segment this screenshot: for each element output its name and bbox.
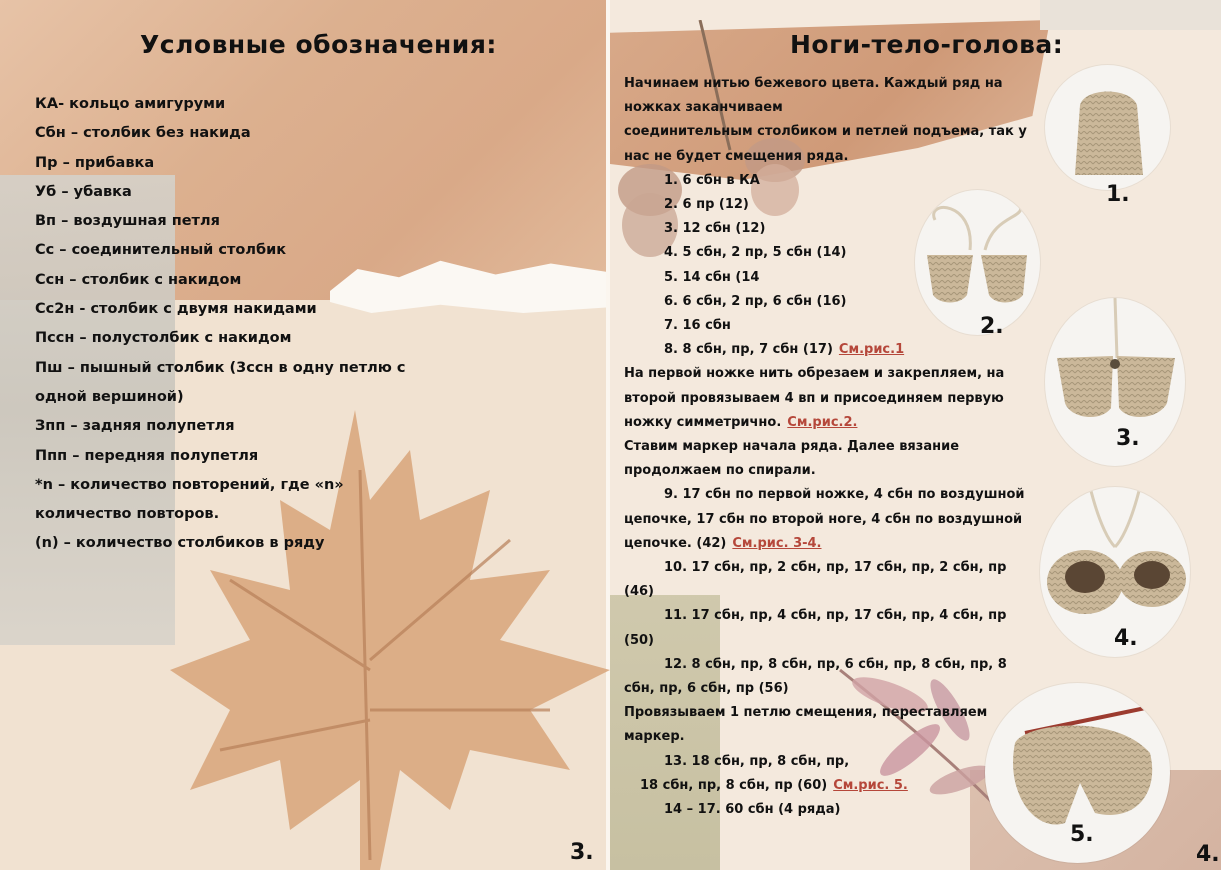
see-figure-3-4-link[interactable]: См.рис. 3-4. (732, 535, 822, 551)
row-instruction: 3. 12 сбн (12) (664, 221, 766, 237)
photo-label-4: 4. (1114, 626, 1138, 651)
row-instruction-cont: (46) (624, 584, 654, 600)
crochet-legs-image (915, 190, 1040, 335)
legend-item: количество повторов. (35, 506, 220, 523)
intro-line: соединительным столбиком и петлей подъема, так у (624, 124, 1027, 140)
row-instruction-cont: (50) (624, 632, 654, 648)
legend-item: Пссн – полустолбик с накидом (35, 330, 292, 347)
crochet-cup-image (1045, 65, 1170, 190)
see-figure-2-link[interactable]: См.рис.2. (787, 414, 858, 430)
legend-item: Сс – соединительный столбик (35, 242, 287, 259)
row-instruction: 6. 6 сбн, 2 пр, 6 сбн (16) (664, 293, 847, 309)
legend-item: Уб – убавка (35, 183, 132, 200)
photo-label-3: 3. (1116, 426, 1140, 451)
torn-paper-light (1040, 0, 1221, 30)
legend-item: Ппп – передняя полупетля (35, 447, 259, 464)
instructions-body (624, 72, 1036, 822)
row-instruction: 2. 6 пр (12) (664, 197, 749, 213)
paragraph-line: Провязываем 1 петлю смещения, переставляем (624, 705, 988, 721)
row-instruction: 4. 5 сбн, 2 пр, 5 сбн (14) (664, 245, 847, 261)
legend-list (35, 90, 455, 559)
legend-item: Сс2н - столбик с двумя накидами (35, 301, 317, 318)
row-instruction: 12. 8 сбн, пр, 8 сбн, пр, 6 сбн, пр, 8 сбн, пр, 8 (664, 656, 1007, 672)
legend-item: (n) – количество столбиков в ряду (35, 535, 325, 552)
legend-item: Сбн – столбик без накида (35, 125, 251, 142)
crochet-joined-legs-image (1045, 298, 1185, 466)
legend-item: *n – количество повторений, где «n» (35, 476, 344, 493)
row-instruction-cont: сбн, пр, 6 сбн, пр (56) (624, 681, 789, 697)
legend-item: Вп – воздушная петля (35, 213, 220, 230)
row-instruction-cont (624, 532, 1036, 556)
row-instruction: 11. 17 сбн, пр, 4 сбн, пр, 17 сбн, пр, 4 сбн, пр (664, 608, 1007, 624)
photo-figure-1 (1045, 65, 1170, 190)
intro-line: нас не будет смещения ряда. (624, 148, 849, 164)
paragraph-line: второй провязываем 4 вп и присоединяем первую (624, 390, 1004, 406)
legend-item: одной вершиной) (35, 388, 184, 405)
instructions-title: Ноги-тело-голова: (790, 30, 1064, 59)
row-instruction: 1. 6 сбн в КА (664, 172, 760, 188)
row-instruction: 7. 16 сбн (664, 318, 731, 334)
photo-figure-2 (915, 190, 1040, 335)
legend-item: Пр – прибавка (35, 154, 155, 171)
legend-item: Ссн – столбик с накидом (35, 271, 242, 288)
row-instruction: 10. 17 сбн, пр, 2 сбн, пр, 17 сбн, пр, 2 сбн, пр (664, 560, 1007, 576)
photo-label-5: 5. (1070, 822, 1094, 847)
row-instruction: 14 – 17. 60 сбн (4 ряда) (664, 802, 841, 818)
row-instruction: 5. 14 сбн (14 (664, 269, 760, 285)
legend-item: Зпп – задняя полупетля (35, 418, 235, 435)
paragraph-text: ножку симметрично. (624, 414, 782, 430)
paragraph-line: Ставим маркер начала ряда. Далее вязание (624, 439, 960, 455)
intro-line: ножках заканчиваем (624, 100, 783, 116)
paragraph-line: На первой ножке нить обрезаем и закрепляем, на (624, 366, 1005, 382)
photo-figure-3 (1045, 298, 1185, 466)
page-number-left: 3. (570, 840, 594, 865)
row-instruction: 13. 18 сбн, пр, 8 сбн, пр, (664, 753, 850, 769)
row-8-text: 8. 8 сбн, пр, 7 сбн (17) (664, 342, 833, 358)
legend-item: КА- кольцо амигуруми (35, 96, 226, 112)
legend-item: Пш – пышный столбик (3ссн в одну петлю с (35, 359, 406, 376)
row-instruction-cont: цепочке, 17 сбн по второй ноге, 4 сбн по воздушной (624, 511, 1023, 527)
row-instruction-cont (624, 774, 1036, 798)
row-instruction: 9. 17 сбн по первой ножке, 4 сбн по воздушной (664, 487, 1025, 503)
paragraph-line: продолжаем по спирали. (624, 463, 816, 479)
page-number-right: 4. (1196, 842, 1220, 867)
row-9-end: цепочке. (42) (624, 535, 727, 551)
photo-label-1: 1. (1106, 182, 1130, 207)
row-13-end: 18 сбн, пр, 8 сбн, пр (60) (640, 777, 828, 793)
paragraph-line (624, 411, 1036, 435)
legend-title: Условные обозначения: (140, 30, 497, 59)
photo-label-2: 2. (980, 314, 1004, 339)
see-figure-1-link[interactable]: См.рис.1 (838, 342, 905, 358)
row-instruction (624, 338, 1036, 362)
intro-line: Начинаем нитью бежевого цвета. Каждый ряд на (624, 76, 1003, 91)
paragraph-line: маркер. (624, 729, 685, 745)
see-figure-5-link[interactable]: См.рис. 5. (833, 777, 908, 793)
